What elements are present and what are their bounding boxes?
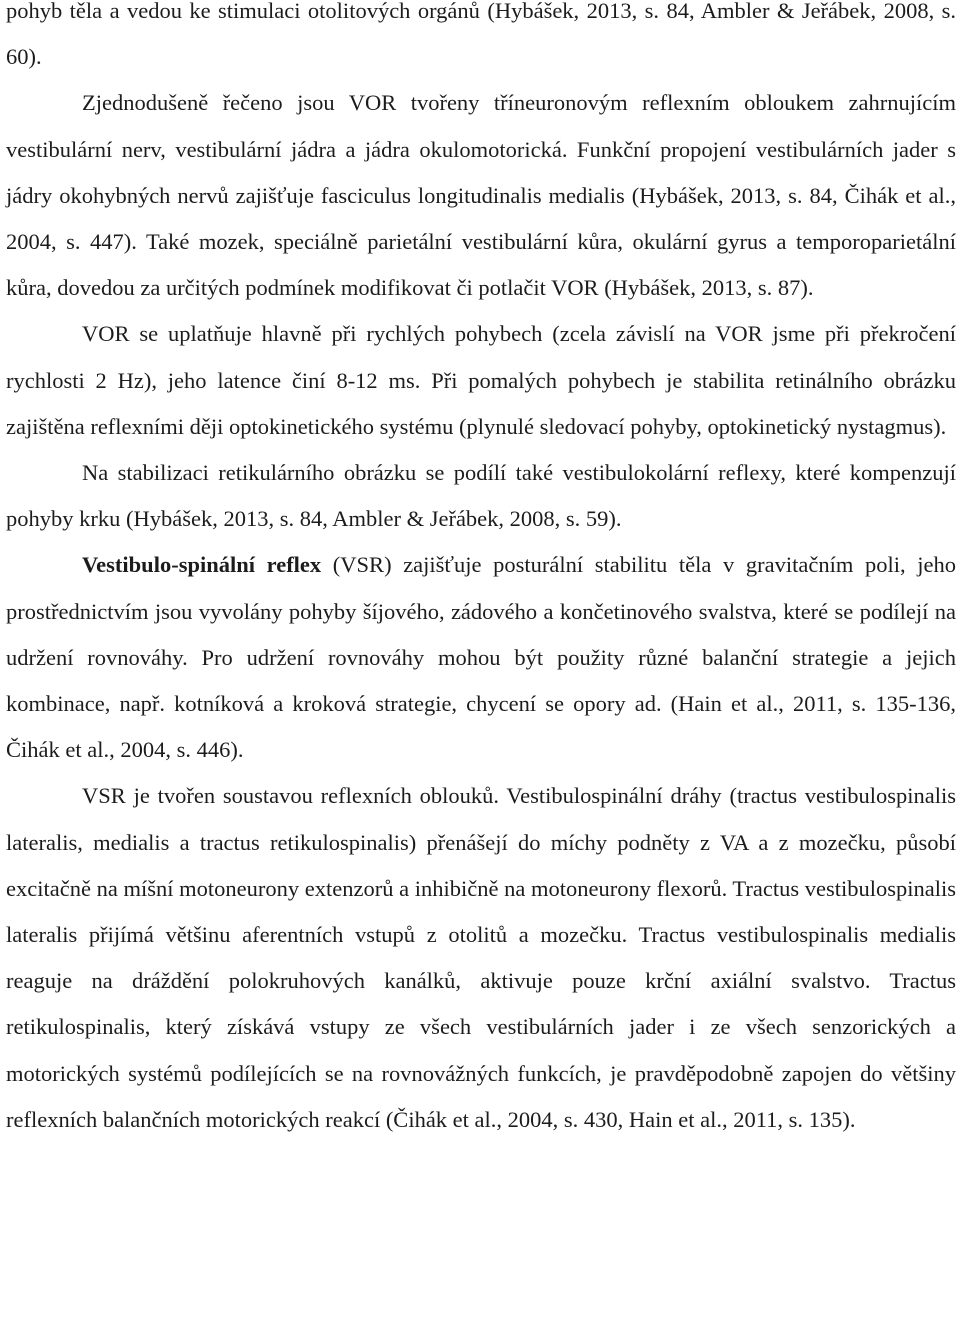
paragraph-vsr-definition-text: (VSR) zajišťuje posturální stabilitu těla v gravitačním poli, jeho prostřednictvím jsou vyvolány pohyby šíjového, zádového a končetinového svalstva, které se podílejí na udržení rovnováhy. Pro udržení rovnováhy mohou být použity různé balanční strategie a jejich kombinace, např. kotníková a kroková strategie, chycení se opory ad. (Hain et al., 2011, s. 135-136, Čihák et al., 2004, s. 446). bbox=[6, 552, 956, 763]
document-page bbox=[6, 0, 956, 1143]
term-vestibulo-spinal-reflex: Vestibulo-spinální reflex bbox=[82, 552, 322, 578]
paragraph-continuation: pohyb těla a vedou ke stimulaci otolitových orgánů (Hybášek, 2013, s. 84, Ambler & Jeřábek, 2008, s. 60). bbox=[6, 0, 956, 70]
paragraph-vsr-pathways: VSR je tvořen soustavou reflexních oblouků. Vestibulospinální dráhy (tractus vestibulospinalis lateralis, medialis a tractus retikulospinalis) přenášejí do míchy podněty z VA a z mozečku, působí excitačně na míšní motoneurony extenzorů a inhibičně na motoneurony flexorů. Tractus vestibulospinalis lateralis přijímá většinu aferentních vstupů z otolitů a mozečku. Tractus vestibulospinalis medialis reaguje na dráždění polokruhových kanálků, aktivuje pouze krční axiální svalstvo. Tractus retikulospinalis, který získává vstupy ze všech vestibulárních jader i ze všech senzorických a motorických systémů podílejících se na rovnovážných funkcích, je pravděpodobně zapojen do většiny reflexních balančních motorických reakcí (Čihák et al., 2004, s. 430, Hain et al., 2011, s. 135). bbox=[6, 783, 956, 1132]
paragraph-vor-function: VOR se uplatňuje hlavně při rychlých pohybech (zcela závislí na VOR jsme při překročení rychlosti 2 Hz), jeho latence činí 8-12 ms. Při pomalých pohybech je stabilita retinálního obrázku zajištěna reflexními ději optokinetického systému (plynulé sledovací pohyby, optokinetický nystagmus). bbox=[6, 321, 956, 439]
paragraph-stabilization: Na stabilizaci retikulárního obrázku se podílí také vestibulokolární reflexy, které kompenzují pohyby krku (Hybášek, 2013, s. 84, Ambler & Jeřábek, 2008, s. 59). bbox=[6, 460, 956, 532]
paragraph-vsr-definition bbox=[6, 542, 956, 773]
paragraph-vor-structure: Zjednodušeně řečeno jsou VOR tvořeny tříneuronovým reflexním obloukem zahrnujícím vestibulární nerv, vestibulární jádra a jádra okulomotorická. Funkční propojení vestibulárních jader s jádry okohybných nervů zajišťuje fasciculus longitudinalis medialis (Hybášek, 2013, s. 84, Čihák et al., 2004, s. 447). Také mozek, speciálně parietální vestibulární kůra, okulární gyrus a temporoparietální kůra, dovedou za určitých podmínek modifikovat či potlačit VOR (Hybášek, 2013, s. 87). bbox=[6, 90, 956, 301]
